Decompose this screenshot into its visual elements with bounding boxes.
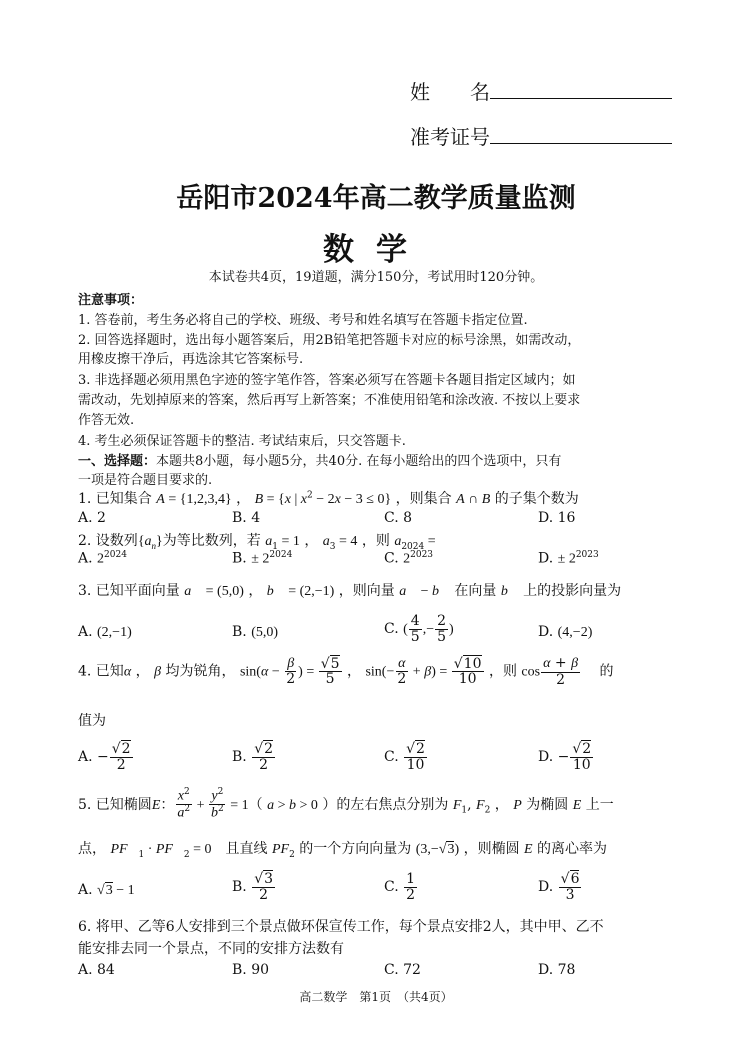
q6-option-d: D. 78	[538, 962, 576, 978]
question-6-line2: 能安排去同一个景点，不同的安排方法数有	[78, 941, 344, 957]
q3-prefix: 3. 已知平面向量	[78, 583, 180, 599]
subject-title: 数学	[323, 232, 429, 268]
exam-id-underline	[490, 123, 672, 144]
q1-option-c: C. 8	[384, 510, 413, 526]
exam-id-label: 准考证号	[410, 125, 490, 149]
name-label: 姓 名	[410, 80, 490, 104]
question-5-line2: 点， $PF⃗_1$ · $PF⃗_2 = 0$ 且直线 $PF_2$ 的一个方向向量为 (3,−√3) ，则椭圆 E 的离心率为	[78, 841, 608, 860]
question-4: 4. 已知α ， β 均为锐角， sin(α − $\frac{\beta}{2}$ ) = $\frac{√5}{5}$ ， sin(− $\frac{\alpha}{2}$ + β) = $\frac{√10}{10}$ ，则 cos $\frac{\alpha + \beta}{2}$ 的	[78, 655, 614, 688]
notes-heading: 注意事项：	[78, 293, 144, 308]
section-1-desc: 本题共8小题，每小题5分，共40分. 在每小题给出的四个选项中，只有	[156, 454, 562, 469]
note-4: 4. 考生必须保证答题卡的整洁. 考试结束后，只交答题卡.	[78, 434, 406, 449]
section-1-line2: 一项是符合题目要求的.	[78, 473, 213, 488]
q3-option-a: A. (2,−1)	[78, 624, 132, 640]
exam-id-field	[410, 121, 672, 150]
q3-option-b: B. (5,0)	[232, 624, 279, 640]
q6-option-a: A. 84	[78, 962, 115, 978]
q2-option-a: A. $2^{2024}$	[78, 550, 127, 567]
q3-option-c: C. ( $\frac{4}{5}$ ,− $\frac{2}{5}$ )	[384, 613, 454, 645]
q5-option-a: A. √3 − 1	[78, 882, 135, 898]
note-3a: 3. 非选择题必须用黑色字迹的签字笔作答，答案必须写在答题卡各题目指定区域内；如	[78, 373, 576, 388]
note-1: 1. 答卷前，考生务必将自己的学校、班级、考号和姓名填写在答题卡指定位置.	[78, 313, 528, 328]
question-2: 2. 设数列$\{a_n\}$为等比数列，若 $a_1 = 1$ ， $a_3 = 4$ ，则 $a_{2024}$ =	[78, 533, 436, 552]
note-3b: 需改动，先划掉原来的答案，然后再写上新答案；不准使用铅笔和涂改液. 不按以上要求	[78, 393, 581, 408]
section-1-line1	[78, 450, 561, 469]
q2-prefix: 2. 设数列	[78, 533, 138, 549]
q1-option-a: A. 2	[78, 510, 106, 526]
exam-title: 岳阳市2024年高二教学质量监测	[176, 183, 576, 214]
q4-option-d: D. − $\frac{√2}{10}$	[538, 741, 592, 773]
q6-option-b: B. 90	[232, 962, 270, 978]
question-1: 1. 已知集合 A = {1,2,3,4} ， B = {x | $x^2 - 2x - 3 \le 0$} ，则集合 A ∩ B 的子集个数为	[78, 490, 579, 507]
q4-option-b: B. $\frac{√2}{2}$	[232, 741, 274, 773]
q6-option-c: C. 72	[384, 962, 421, 978]
q1-prefix: 1. 已知集合	[78, 491, 152, 507]
note-3c: 作答无效.	[78, 413, 135, 428]
q1-option-b: B. 4	[232, 510, 261, 526]
note-2a: 2. 回答选择题时，选出每小题答案后，用2B铅笔把答题卡对应的标号涂黑，如需改动，	[78, 333, 581, 348]
q5-option-d: D. $\frac{√6}{3}$	[538, 871, 580, 903]
note-2b: 用橡皮擦干净后，再选涂其它答案标号.	[78, 352, 304, 367]
q4-tail: 值为	[78, 713, 106, 729]
q4-option-a: A. − $\frac{√2}{2}$	[78, 741, 131, 773]
q5-option-b: B. $\frac{√3}{2}$	[232, 871, 274, 903]
q5-prefix: 5. 已知椭圆	[78, 796, 152, 813]
exam-info: 本试卷共4页，19道题，满分150分，考试用时120分钟。	[208, 270, 544, 285]
question-5: 5. 已知椭圆E： $\frac{x^2}{a^2}$ + $\frac{y^2}{b^2}$ = 1（ a > b > 0 ）的左右焦点分别为 $F_1$, $F_2$ ， P 为椭圆 E 上一	[78, 787, 614, 821]
q5-option-c: C. $\frac{1}{2}$	[384, 871, 416, 903]
q4-prefix: 4. 已知	[78, 663, 124, 680]
section-1-heading: 一、选择题：	[78, 454, 157, 469]
q3-option-d: D. (4,−2)	[538, 624, 593, 640]
name-field	[410, 76, 672, 105]
q1-option-d: D. 16	[538, 510, 576, 526]
name-underline	[490, 78, 672, 99]
q2-option-c: C. $2^{2023}$	[384, 550, 434, 567]
question-6-line1: 6. 将甲、乙等6人安排到三个景点做环保宣传工作，每个景点安排2人，其中甲、乙不	[78, 919, 604, 935]
question-3: 3. 已知平面向量 a⃗ = (5,0) ， b⃗ = (2,−1) ，则向量 a⃗ − b⃗ 在向量 b⃗ 上的投影向量为	[78, 583, 622, 599]
q2-option-b: B. ± $2^{2024}$	[232, 550, 293, 567]
q2-option-d: D. ± $2^{2023}$	[538, 550, 599, 567]
page-footer: 高二数学 第1页 （共4页）	[299, 990, 453, 1004]
q4-option-c: C. $\frac{√2}{10}$	[384, 741, 425, 773]
